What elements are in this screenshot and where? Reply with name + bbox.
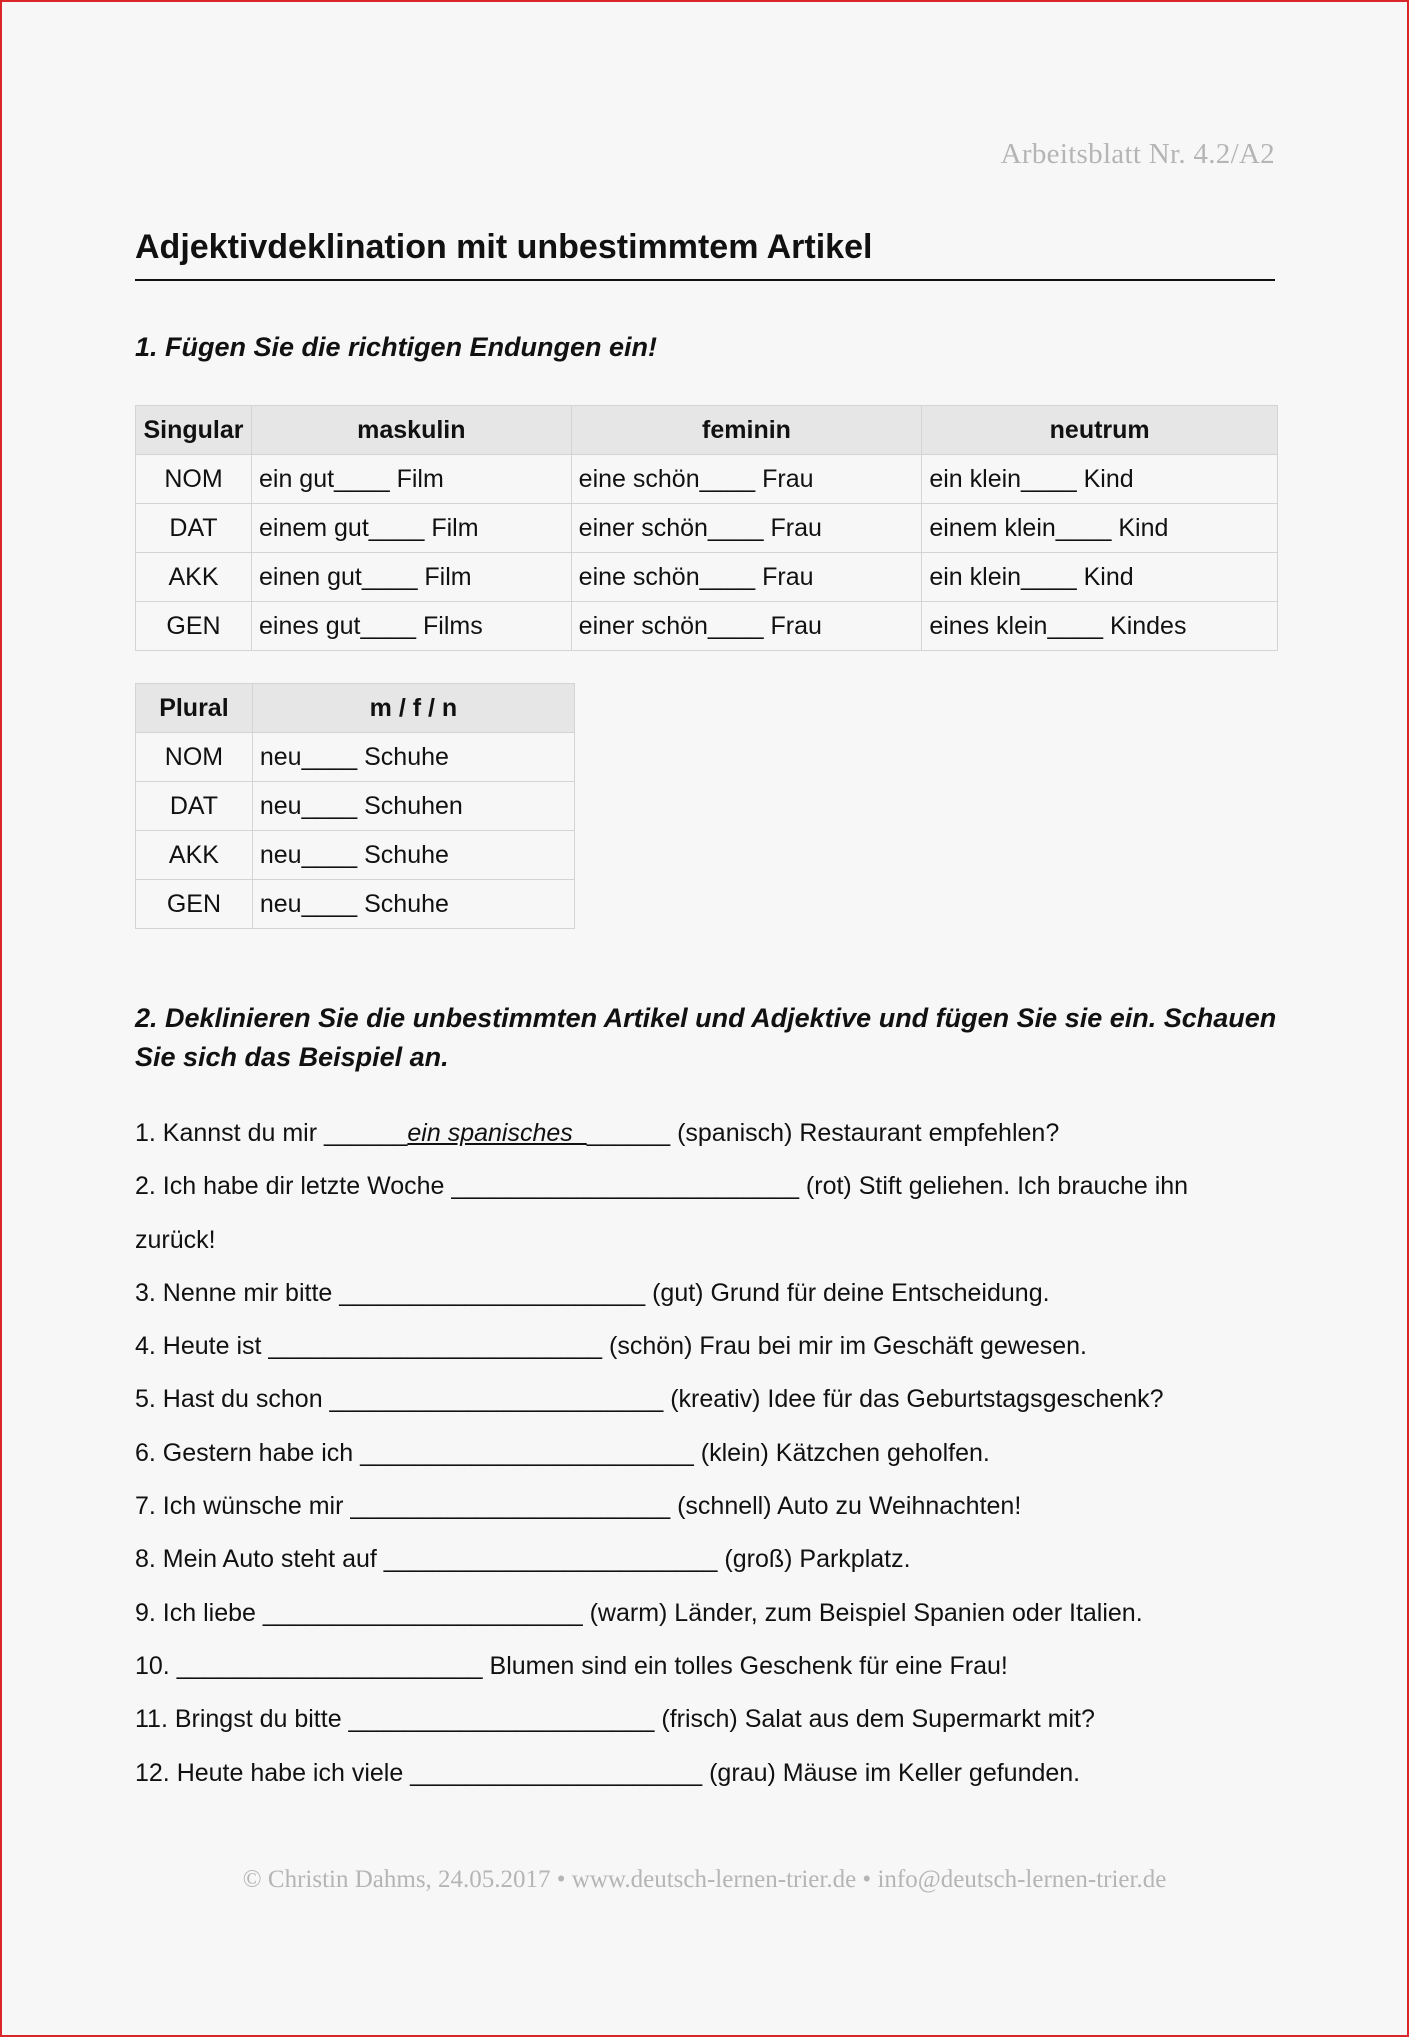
list-item[interactable]: 4. Heute ist ________________________ (schön) Frau bei mir im Geschäft gewesen. — [135, 1332, 1087, 1361]
header-mfn: m / f / n — [252, 684, 574, 733]
case-cell: DAT — [136, 504, 252, 553]
table-row — [136, 602, 1278, 651]
header-singular: Singular — [136, 406, 252, 455]
exercise-cell[interactable]: neu____ Schuhe — [252, 733, 574, 782]
exercise-cell[interactable]: eine schön____ Frau — [571, 553, 922, 602]
page-title: Adjektivdeklination mit unbestimmtem Artikel — [135, 228, 1275, 281]
list-item[interactable]: 6. Gestern habe ich ________________________ (klein) Kätzchen geholfen. — [135, 1438, 990, 1467]
task1-heading: 1. Fügen Sie die richtigen Endungen ein! — [135, 332, 658, 362]
list-item[interactable]: 7. Ich wünsche mir _______________________ (schnell) Auto zu Weihnachten! — [135, 1492, 1022, 1521]
exercise-cell[interactable]: einen gut____ Film — [251, 553, 571, 602]
list-item[interactable]: 2. Ich habe dir letzte Woche _________________________ (rot) Stift geliehen. Ich brauche ihn zurück! — [135, 1172, 1189, 1254]
case-cell: DAT — [136, 782, 253, 831]
header-maskulin: maskulin — [251, 406, 571, 455]
list-item[interactable]: 11. Bringst du bitte ______________________ (frisch) Salat aus dem Supermarkt mit? — [135, 1705, 1095, 1734]
plural-table — [135, 683, 575, 929]
example-sentence — [135, 1107, 1285, 1160]
case-cell: NOM — [136, 733, 253, 782]
table-header-row — [136, 684, 575, 733]
table-row — [136, 455, 1278, 504]
exercise-cell[interactable]: eine schön____ Frau — [571, 455, 922, 504]
table-row — [136, 831, 575, 880]
case-cell: GEN — [136, 602, 252, 651]
task2-heading: 2. Deklinieren Sie die unbestimmten Artikel und Adjektive und fügen Sie sie ein. Schauen Sie sich das Beispiel an. — [135, 1003, 1277, 1072]
example-answer: ein spanisches_ — [407, 1119, 587, 1147]
exercise-cell[interactable]: ein gut____ Film — [251, 455, 571, 504]
exercise-cell[interactable]: ein klein____ Kind — [922, 553, 1278, 602]
example-after: ______ (spanisch) Restaurant empfehlen? — [586, 1119, 1060, 1147]
case-cell: AKK — [136, 831, 253, 880]
list-item[interactable]: 8. Mein Auto steht auf ________________________ (groß) Parkplatz. — [135, 1545, 911, 1574]
sheet-number: Arbeitsblatt Nr. 4.2/A2 — [1000, 138, 1275, 170]
table-row — [136, 504, 1278, 553]
exercise-cell[interactable]: einem gut____ Film — [251, 504, 571, 553]
singular-table — [135, 405, 1278, 651]
list-item[interactable]: 12. Heute habe ich viele _____________________ (grau) Mäuse im Keller gefunden. — [135, 1758, 1081, 1787]
list-item[interactable]: 10. ______________________ Blumen sind ein tolles Geschenk für eine Frau! — [135, 1651, 1008, 1680]
list-item[interactable]: 3. Nenne mir bitte ______________________ (gut) Grund für deine Entscheidung. — [135, 1278, 1050, 1307]
list-item[interactable]: 9. Ich liebe _______________________ (warm) Länder, zum Beispiel Spanien oder Italien. — [135, 1598, 1143, 1627]
table-row — [136, 880, 575, 929]
header-plural: Plural — [136, 684, 253, 733]
exercise-cell[interactable]: einer schön____ Frau — [571, 602, 922, 651]
table-row — [136, 733, 575, 782]
exercise-cell[interactable]: eines gut____ Films — [251, 602, 571, 651]
exercise-cell[interactable]: neu____ Schuhe — [252, 831, 574, 880]
case-cell: NOM — [136, 455, 252, 504]
table-header-row — [136, 406, 1278, 455]
header-feminin: feminin — [571, 406, 922, 455]
footer-copyright: © Christin Dahms, 24.05.2017 • www.deutsch-lernen-trier.de • info@deutsch-lernen-trier.de — [242, 1866, 1167, 1893]
case-cell: AKK — [136, 553, 252, 602]
list-item[interactable]: 5. Hast du schon ________________________ (kreativ) Idee für das Geburtstagsgeschenk? — [135, 1385, 1164, 1414]
exercise-cell[interactable]: eines klein____ Kindes — [922, 602, 1278, 651]
exercise-cell[interactable]: neu____ Schuhe — [252, 880, 574, 929]
example-before: 1. Kannst du mir ______ — [135, 1119, 408, 1147]
exercise-cell[interactable]: neu____ Schuhen — [252, 782, 574, 831]
table-row — [136, 553, 1278, 602]
sentence-list — [135, 1107, 1285, 1800]
exercise-cell[interactable]: einer schön____ Frau — [571, 504, 922, 553]
case-cell: GEN — [136, 880, 253, 929]
table-row — [136, 782, 575, 831]
header-neutrum: neutrum — [922, 406, 1278, 455]
exercise-cell[interactable]: einem klein____ Kind — [922, 504, 1278, 553]
exercise-cell[interactable]: ein klein____ Kind — [922, 455, 1278, 504]
